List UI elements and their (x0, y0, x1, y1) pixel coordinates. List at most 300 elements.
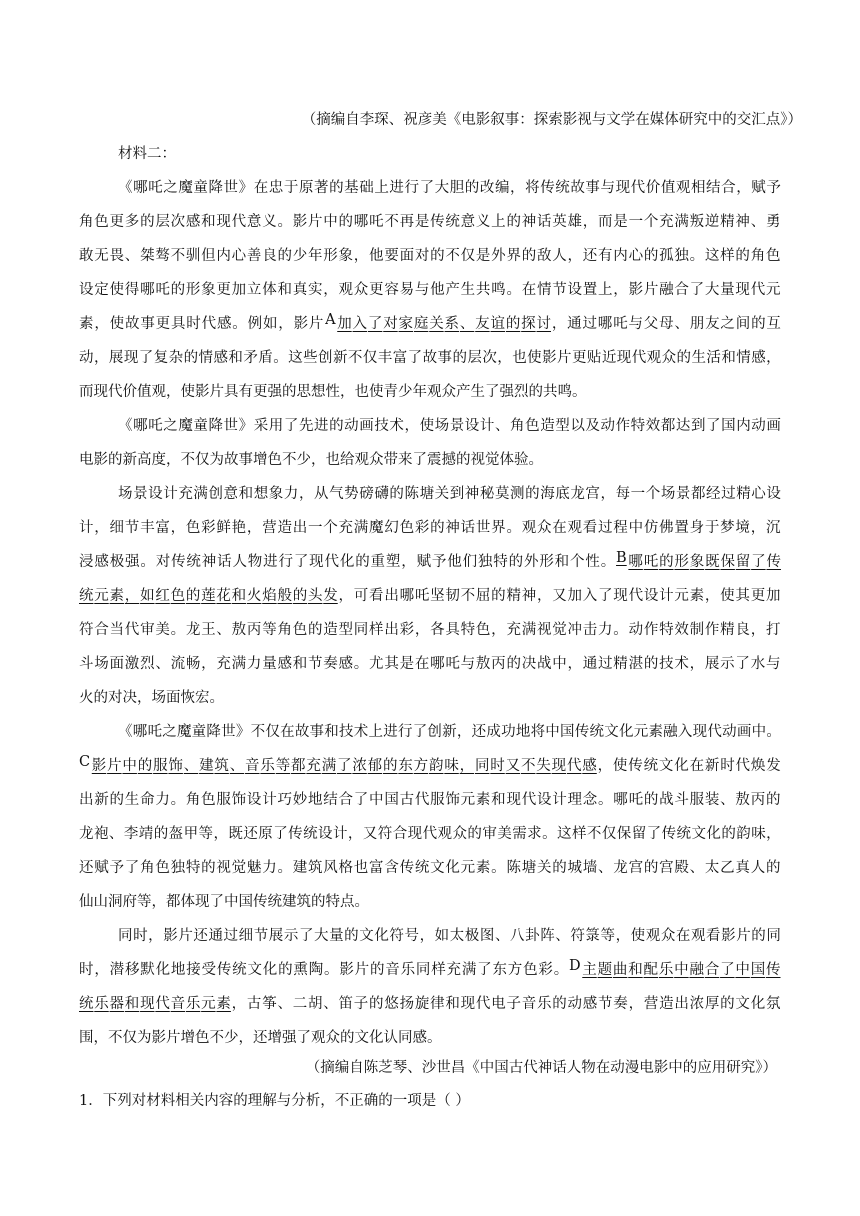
underlined-phrase-char: 统 (79, 588, 94, 604)
underlined-phrase-char: 融 (689, 962, 704, 978)
text-run-char: 型 (338, 622, 354, 638)
text-run-char: 结 (706, 180, 721, 196)
text-run-char: 计 (552, 792, 567, 808)
text-run-char: 更 (216, 282, 231, 298)
text-run-char: 合 (94, 622, 109, 638)
text-run-char: 看 (582, 520, 598, 536)
text-run-char: ， (582, 214, 598, 230)
text-run-char: 。 (491, 860, 506, 876)
text-run-char: 得 (124, 282, 140, 298)
underlined-phrase-char: 满 (321, 758, 337, 774)
text-run-char: 上 (491, 214, 506, 230)
text-run-char: 降 (206, 724, 221, 740)
text-run-char: 代 (750, 282, 766, 298)
text-run-char: 统 (414, 860, 430, 876)
text-run-char: 、 (155, 656, 170, 672)
text-run-char: 、 (689, 860, 705, 876)
text-run-char: 在 (521, 282, 537, 298)
text-run-char: 、 (598, 860, 613, 876)
text-run-char: 动 (628, 622, 644, 638)
text-run-char: 叛 (689, 214, 705, 230)
text-run-char: 、 (555, 928, 570, 944)
text-run-char: 乙 (720, 860, 735, 876)
text-run-char: ， (353, 248, 369, 264)
text-run-char: 符 (79, 622, 94, 638)
underlined-phrase-char: 的 (383, 758, 398, 774)
text-run-char: 的 (643, 860, 659, 876)
text-run-char: 众 (661, 350, 677, 366)
text-run-char: 作 (615, 418, 631, 434)
text-run-char: ， (510, 180, 525, 196)
text-run-char: 在 (253, 180, 269, 196)
text-run-char: 。 (273, 350, 288, 366)
text-run-char: 的 (643, 792, 659, 808)
text-run-char: 其 (735, 588, 750, 604)
text-run-char: 使 (630, 928, 646, 944)
text-run-char: 艳 (231, 520, 247, 536)
text-run-char: ， (213, 826, 228, 842)
text-run-char: 性 (585, 554, 600, 570)
text-run-char: 不 (445, 248, 460, 264)
text-run-char: 魅 (246, 860, 262, 876)
text-run-char: 了 (689, 282, 705, 298)
underlined-phrase-char: 方 (413, 758, 429, 774)
text-run-char: 世 (475, 520, 491, 536)
text-run-char: 的 (329, 418, 344, 434)
text-run-char: 样 (571, 826, 587, 842)
text-run-char: ， (148, 928, 163, 944)
text-run-char: 吒 (628, 792, 644, 808)
underlined-phrase-char: 传 (766, 962, 781, 978)
text-run-char: 营 (643, 996, 659, 1012)
text-run-char: 是 (414, 214, 430, 230)
text-run-char: 哪 (133, 418, 148, 434)
text-run-char: ， (536, 588, 552, 604)
text-run-char: 代 (735, 758, 751, 774)
text-run-char: 哪 (133, 180, 148, 196)
text-run-char: 英 (552, 214, 567, 230)
text-line (79, 754, 781, 775)
text-run-char: 价 (645, 180, 661, 196)
text-run-char: 服 (689, 792, 705, 808)
text-run-char: 时 (186, 316, 201, 332)
text-run-char: 等 (198, 826, 213, 842)
text-run-char: 极 (464, 928, 480, 944)
text-run-char: 了 (273, 826, 288, 842)
text-run-char: 到 (690, 418, 706, 434)
text-run-char: 现 (309, 554, 324, 570)
underlined-phrase-char: 代 (566, 758, 582, 774)
underlined-phrase-char: 中 (122, 758, 137, 774)
text-run-char: 影 (163, 928, 178, 944)
text-run-char: 营 (262, 520, 277, 536)
text-run-char: 礴 (374, 486, 389, 502)
underlined-phrase-char: 系 (444, 316, 460, 332)
text-run-char: 个 (643, 214, 659, 230)
text-run: 火的对决，场面恢宏。 (79, 690, 224, 706)
text-run-char: 冲 (567, 622, 582, 638)
text-run-char: 时 (79, 962, 94, 978)
text-run-char: 意 (246, 214, 262, 230)
text-run-char: 和 (292, 656, 308, 672)
text-run-char: 龙 (185, 622, 201, 638)
text-run-char: 出 (674, 996, 689, 1012)
text-run-char: 基 (344, 180, 359, 196)
text-run-char: 过 (598, 520, 613, 536)
text-run-char: 感 (582, 996, 598, 1012)
text-run-char: 哪 (132, 724, 148, 740)
text-run-char: 新 (94, 792, 109, 808)
text-run-char: 设 (643, 588, 659, 604)
text-run-char: 了 (735, 656, 750, 672)
text-run-char: 的 (552, 860, 567, 876)
text-run-char: 激 (124, 656, 140, 672)
text-run-char: 中 (369, 792, 384, 808)
text-run-char: 出 (384, 588, 399, 604)
text-run-char: 杂 (168, 350, 184, 366)
text-run-char: 代 (422, 826, 438, 842)
underlined-phrase-char: 味 (444, 758, 459, 774)
text-run-char: 义 (262, 214, 277, 230)
text-run-char: 代 (414, 792, 430, 808)
text-run-char: 号 (404, 928, 419, 944)
text-run-char: 筝 (262, 996, 277, 1012)
text-run-char: 人 (232, 554, 247, 570)
text-run-char: 使 (419, 418, 435, 434)
text-run-char: 》 (235, 724, 251, 740)
text-run-char: 饰 (445, 792, 460, 808)
text-run-char: ， (750, 622, 766, 638)
text-run-char: ， (600, 486, 615, 502)
text-run-char: 过 (582, 316, 597, 332)
text-run-char: 内 (613, 248, 628, 264)
text-run-char: 现 (123, 350, 139, 366)
text-run-char: 美 (155, 622, 170, 638)
text-run-char: 观 (521, 520, 537, 536)
text-run-char: 。 (170, 792, 186, 808)
text-run-char: 影 (292, 214, 308, 230)
text-run-char: 元 (633, 724, 649, 740)
text-run-char: 合 (674, 282, 689, 298)
text-run-char: 众 (353, 282, 369, 298)
text-run-char: 入 (677, 724, 693, 740)
underlined-phrase-char: 发 (323, 588, 338, 604)
text-run-char: 驯 (185, 248, 201, 264)
text-run-char: 相 (690, 180, 706, 196)
text-run-char: 敖 (475, 656, 491, 672)
underlined-phrase-char: 元 (201, 996, 216, 1012)
underlined-phrase-char: 元 (94, 588, 109, 604)
text-run-char: 筑 (307, 860, 323, 876)
text-run-char: 和 (277, 282, 292, 298)
text-run-char: 例 (247, 316, 263, 332)
text-run-char: 过 (721, 486, 736, 502)
text-run-char: 陈 (506, 860, 521, 876)
text-run-char: 了 (293, 554, 309, 570)
text-run-char: 的 (735, 248, 750, 264)
text-run-char: 味 (751, 826, 766, 842)
text-run-char: 盾 (258, 350, 273, 366)
text-run-char: ， (704, 588, 720, 604)
underlined-phrase-char: 充 (306, 758, 321, 774)
text-run-char: 话 (536, 214, 552, 230)
text-run-char: 节 (598, 996, 613, 1012)
text-run-char: 的 (506, 656, 521, 672)
text-run-char: 观 (567, 520, 582, 536)
text-run-char: 对 (414, 248, 430, 264)
text-run-char: 。 (232, 316, 247, 332)
underlined-phrase-char: 般 (277, 588, 292, 604)
text-run-char: 计 (163, 486, 178, 502)
text-run-char: 影 (628, 282, 644, 298)
text-run-char: ， (689, 656, 705, 672)
text-run-char: 象 (268, 486, 284, 502)
text-run-char: 景 (449, 418, 465, 434)
text-run-char: 和 (201, 214, 216, 230)
underlined-phrase-char: 庭 (413, 316, 429, 332)
text-run-char: 文 (691, 826, 706, 842)
text-run-char: 人 (552, 248, 567, 264)
text-run-char: 龙 (79, 826, 94, 842)
text-run-char: 。 (353, 656, 369, 672)
text-run-char: 看 (706, 928, 721, 944)
underlined-phrase-char: 乐 (185, 996, 201, 1012)
text-run-char: 神 (735, 214, 750, 230)
text-run-char: 同 (353, 622, 369, 638)
text-run-char: 力 (283, 486, 299, 502)
underlined-phrase-char: 加 (337, 316, 352, 332)
text-run-char: 了 (124, 860, 140, 876)
text-run-char: 水 (750, 656, 766, 672)
text-run-char: 展 (108, 350, 124, 366)
underlined-phrase-char: 中 (674, 962, 689, 978)
underlined-phrase-char: 合 (704, 962, 720, 978)
text-run-char: 重 (370, 554, 386, 570)
text-run-char: 沉 (765, 520, 781, 536)
underlined-phrase-char: B (616, 550, 627, 566)
text-run-char: 视 (216, 860, 231, 876)
underlined-phrase-char: 失 (536, 758, 551, 774)
text-run-char: 层 (467, 350, 482, 366)
text-run-char: 还 (243, 826, 258, 842)
text-run-char: 感 (216, 316, 232, 332)
text-run-char: 潜 (109, 962, 125, 978)
text-run-char: 共 (475, 282, 491, 298)
text-run-char: 扬 (399, 996, 415, 1012)
text-run-char: 代 (628, 588, 644, 604)
text-run-char: 。 (766, 724, 781, 740)
text-run-char: 龙 (570, 486, 585, 502)
text-run-char: 活 (706, 350, 721, 366)
text-run-char: 设 (567, 282, 582, 298)
text-run-char: 术 (353, 724, 369, 740)
text-run-char: 节 (307, 656, 323, 672)
text-run-char: 界 (506, 248, 521, 264)
text-run-char: 音 (385, 962, 400, 978)
text-run-char: 阵 (540, 928, 555, 944)
text-run-char: 格 (338, 860, 354, 876)
underlined-phrase-char: 探 (521, 316, 536, 332)
text-run-char: ， (750, 520, 766, 536)
text-run-char: 量 (262, 656, 277, 672)
text-run-char: ， (201, 656, 216, 672)
text-run-char: 湛 (628, 656, 644, 672)
text-run-char: 不 (347, 350, 363, 366)
text-run-char: 精 (613, 656, 628, 672)
text-run-char: 也 (512, 350, 527, 366)
text-run: 电影的新高度，不仅为故事增色不少，也给观众带来了震撼的视觉体验。 (79, 452, 543, 468)
text-run-char: 内 (216, 248, 231, 264)
text-line (118, 176, 781, 197)
text-run-char: 计 (262, 792, 277, 808)
text-run-char: 了 (646, 826, 662, 842)
text-run-char: 敖 (231, 622, 247, 638)
text-run-char: C (79, 754, 91, 770)
text-run-char: 古 (399, 792, 415, 808)
text-run-char: 降 (208, 418, 223, 434)
underlined-phrase-char: ， (124, 588, 140, 604)
text-run-char: 计 (332, 826, 348, 842)
text-run-char: 还 (471, 724, 487, 740)
text-run-char: 上 (598, 282, 613, 298)
text-run-char: 八 (510, 928, 525, 944)
text-run-char: ， (597, 758, 613, 774)
text-run-char: 特 (659, 622, 674, 638)
text-run-char: 力 (262, 860, 277, 876)
text-run-char: 间 (735, 316, 751, 332)
text-run-char: 不 (250, 724, 266, 740)
text-run-char: ， (419, 928, 435, 944)
text-run-char: 是 (613, 214, 628, 230)
text-run-char: 化 (339, 554, 355, 570)
text-run-char: 神 (521, 588, 537, 604)
text-run-char: 彩 (414, 520, 430, 536)
text-run-char: 观 (645, 928, 661, 944)
text-run-char: 色 (523, 962, 538, 978)
text-run-char: 作 (704, 622, 720, 638)
text-line (79, 278, 781, 299)
text-run-char: 色 (155, 860, 170, 876)
underlined-phrase-char: 焰 (262, 588, 277, 604)
underlined-phrase-char: 和 (124, 996, 140, 1012)
text-run-char: 的 (721, 826, 736, 842)
text-run-char: 、 (494, 928, 510, 944)
text-run-char: 出 (292, 520, 308, 536)
text-run-char: 力 (246, 656, 262, 672)
text-run-char: 文 (247, 962, 262, 978)
text-run-char: 设 (79, 282, 94, 298)
text-run-char: 视 (536, 622, 552, 638)
text-run-char: 流 (170, 656, 186, 672)
text-run-char: 神 (201, 554, 217, 570)
text-run-char: ， (414, 622, 430, 638)
text-run-char: 融 (663, 724, 678, 740)
text-run-char: 的 (751, 316, 766, 332)
text-run-char: 不 (586, 826, 602, 842)
text-run-char: 时 (720, 758, 735, 774)
text-run-char: 角 (510, 418, 525, 434)
text-run-char: 感 (213, 350, 228, 366)
text-run-char: 太 (704, 860, 720, 876)
text-run-char: 保 (616, 826, 632, 842)
text-run-char: 动 (600, 418, 615, 434)
underlined-phrase-char: 、 (459, 316, 475, 332)
text-run-char: 的 (329, 180, 344, 196)
text-run-char: 。 (613, 622, 628, 638)
text-run-char: 造 (277, 520, 292, 536)
text-run-char: 影 (339, 962, 354, 978)
text-run-char: 大 (314, 928, 329, 944)
text-run-char: 极 (109, 554, 125, 570)
text-run-char: 片 (736, 928, 751, 944)
text-run-char: 吒 (148, 418, 163, 434)
text-run-char: 的 (452, 350, 467, 366)
text-run-char: 同 (766, 928, 781, 944)
text-run-char: 奏 (613, 996, 628, 1012)
text-run-char: ， (497, 350, 512, 366)
text-run-char: 独 (477, 554, 493, 570)
text-run-char: 要 (384, 248, 399, 264)
text-run-char: 哪 (597, 316, 613, 332)
text-run-char: 卦 (525, 928, 540, 944)
text-run-char: 使 (109, 316, 125, 332)
text-run-char: 将 (530, 724, 546, 740)
text-run-char: ， (404, 418, 419, 434)
underlined-phrase-char: 郁 (367, 758, 383, 774)
text-run-char: 子 (506, 996, 521, 1012)
text-run-char: 了 (407, 350, 423, 366)
text-run-char: 故 (294, 724, 310, 740)
text-run-char: 电 (491, 996, 506, 1012)
text-run-char: 充 (178, 486, 193, 502)
text-run-char: 观 (690, 928, 706, 944)
text-run-char: 化 (674, 758, 689, 774)
text-run-char: ， (94, 316, 109, 332)
text-run-char: 测 (510, 486, 525, 502)
text-run-char: 融 (659, 282, 674, 298)
text-run-char: 现 (460, 996, 476, 1012)
text-run-char: 与 (414, 282, 430, 298)
text-line (79, 618, 781, 639)
text-run-char: 浓 (689, 996, 705, 1012)
text-run-char: 制 (689, 622, 705, 638)
text-run-char: 统 (186, 554, 201, 570)
text-run-char: 坚 (430, 588, 445, 604)
text-run-char: 动 (722, 724, 737, 740)
text-run-char: 了 (353, 792, 369, 808)
text-run-char: 丰 (377, 350, 393, 366)
text-run-char: 律 (430, 996, 445, 1012)
text-run-char: 战 (659, 792, 674, 808)
text-run-char: 事 (309, 724, 325, 740)
text-run-char: 、 (124, 248, 140, 264)
text-run-char: 战 (536, 656, 552, 672)
text-run-char: 场 (94, 656, 109, 672)
text-run-char: 以 (570, 418, 585, 434)
underlined-phrase-char: 等 (275, 758, 291, 774)
text-run-char: 如 (262, 316, 278, 332)
text-run-char: 造 (323, 622, 338, 638)
text-run-char: 这 (704, 248, 720, 264)
text-run-char: 含 (384, 860, 399, 876)
text-run-char: 其 (384, 656, 399, 672)
text-run-char: 入 (582, 588, 598, 604)
text-run-char: 、 (323, 996, 338, 1012)
text-run-char: 发 (766, 758, 781, 774)
text-run-char: 了 (706, 418, 721, 434)
text-line (79, 652, 781, 673)
text-run-char: 特 (630, 418, 646, 434)
